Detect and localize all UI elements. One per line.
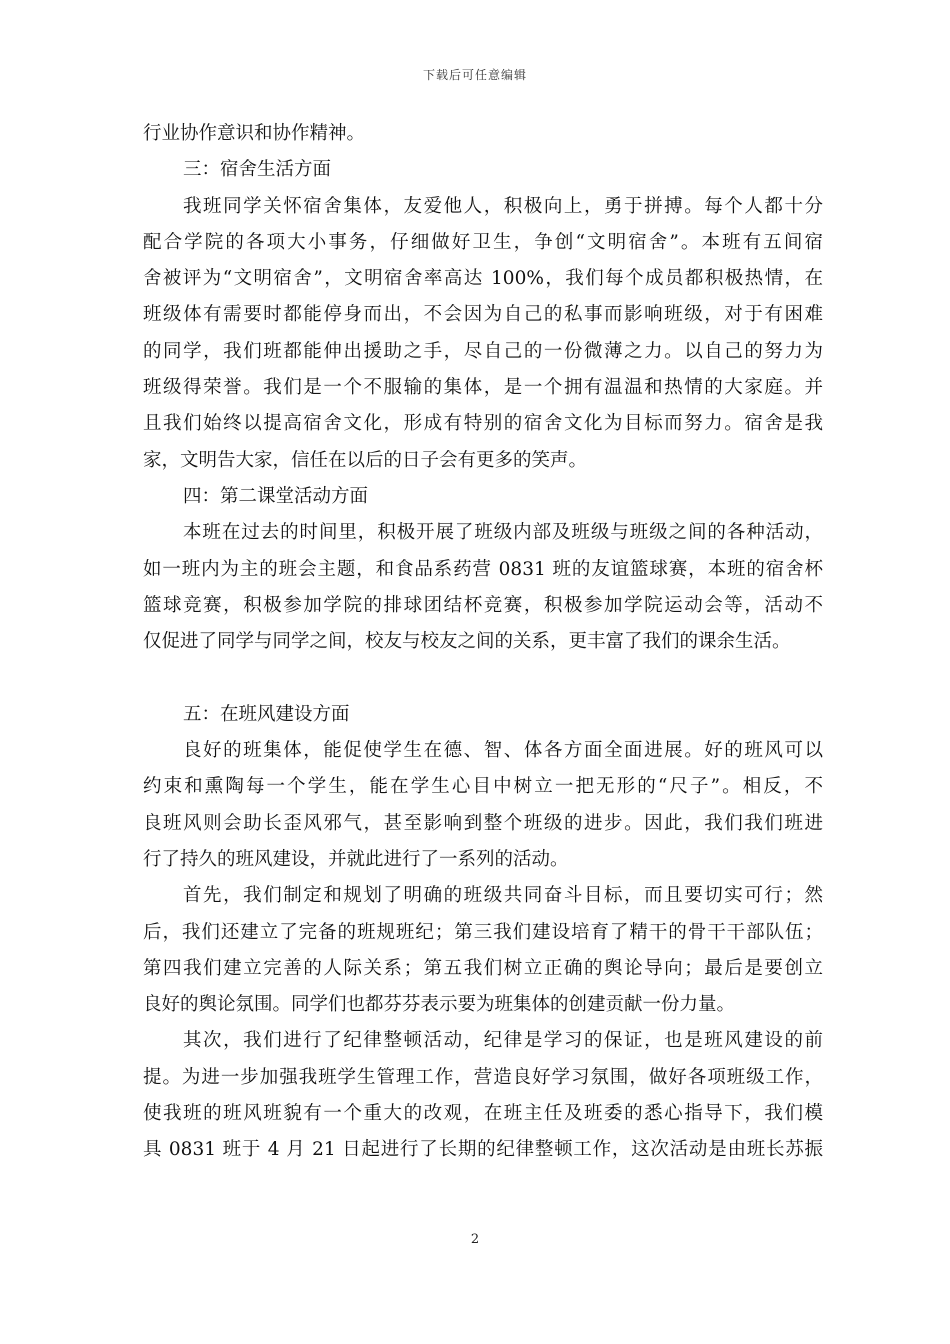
paragraph-line: 舍被评为“文明宿舍”，文明宿舍率高达 100%，我们每个成员都积极热情，在 <box>143 268 823 290</box>
paragraph-line: 班级得荣誉。我们是一个不服输的集体，是一个拥有温温和热情的大家庭。并 <box>143 377 823 399</box>
page-header: 下载后可任意编辑 <box>422 68 527 82</box>
paragraph-line: 其次，我们进行了纪律整顿活动，纪律是学习的保证，也是班风建设的前 <box>183 1030 823 1052</box>
section-heading: 三：宿舍生活方面 <box>183 159 332 181</box>
paragraph-line: 本班在过去的时间里，积极开展了班级内部及班级与班级之间的各种活动， <box>183 522 823 544</box>
paragraph-line: 班级体有需要时都能停身而出，不会因为自己的私事而影响班级，对于有困难 <box>143 304 823 326</box>
section-heading: 五：在班风建设方面 <box>183 703 350 725</box>
paragraph-line: 篮球竞赛，积极参加学院的排球团结杯竞赛，积极参加学院运动会等，活动不 <box>143 594 823 616</box>
paragraph-line: 的同学，我们班都能伸出援助之手，尽自己的一份微薄之力。以自己的努力为 <box>143 340 823 362</box>
paragraph-line: 如一班内为主的班会主题，和食品系药营 0831 班的友谊篮球赛，本班的宿舍杯 <box>143 558 823 580</box>
paragraph-line: 家，文明告大家，信任在以后的日子会有更多的笑声。 <box>143 449 588 471</box>
paragraph-line: 行了持久的班风建设，并就此进行了一系列的活动。 <box>143 848 569 870</box>
paragraph-line: 我班同学关怀宿舍集体，友爱他人，积极向上，勇于拼搏。每个人都十分 <box>183 195 823 217</box>
section-heading: 四：第二课堂活动方面 <box>183 485 369 507</box>
paragraph-line: 提。为进一步加强我班学生管理工作，营造良好学习氛围，做好各项班级工作， <box>143 1066 823 1088</box>
paragraph-line: 使我班的班风班貌有一个重大的改观，在班主任及班委的悉心指导下，我们模 <box>143 1103 823 1125</box>
paragraph-line: 良班风则会助长歪风邪气，甚至影响到整个班级的进步。因此，我们我们班进 <box>143 812 823 834</box>
paragraph-line: 良好的班集体，能促使学生在德、智、体各方面全面进展。好的班风可以 <box>183 740 823 762</box>
paragraph-line: 后，我们还建立了完备的班规班纪；第三我们建设培育了精干的骨干干部队伍； <box>143 921 823 943</box>
document-body <box>143 116 823 1169</box>
paragraph-line: 且我们始终以提高宿舍文化，形成有特别的宿舍文化为目标而努力。宿舍是我 <box>143 413 823 435</box>
blank-line <box>143 660 823 696</box>
paragraph-line: 行业协作意识和协作精神。 <box>143 123 366 144</box>
paragraph-line: 配合学院的各项大小事务，仔细做好卫生，争创“文明宿舍”。本班有五间宿 <box>143 231 823 253</box>
paragraph-line: 仅促进了同学与同学之间，校友与校友之间的关系，更丰富了我们的课余生活。 <box>143 631 791 653</box>
paragraph-line: 约束和熏陶每一个学生，能在学生心目中树立一把无形的“尺子”。相反，不 <box>143 776 823 798</box>
paragraph-line: 具 0831 班于 4 月 21 日起进行了长期的纪律整顿工作，这次活动是由班长苏振 <box>143 1139 823 1161</box>
paragraph-line: 首先，我们制定和规划了明确的班级共同奋斗目标，而且要切实可行；然 <box>183 885 823 907</box>
paragraph-line: 第四我们建立完善的人际关系；第五我们树立正确的舆论导向；最后是要创立 <box>143 957 823 979</box>
page-number: 2 <box>470 1232 480 1247</box>
paragraph-line: 良好的舆论氛围。同学们也都芬芬表示要为班集体的创建贡献一份力量。 <box>143 994 736 1016</box>
